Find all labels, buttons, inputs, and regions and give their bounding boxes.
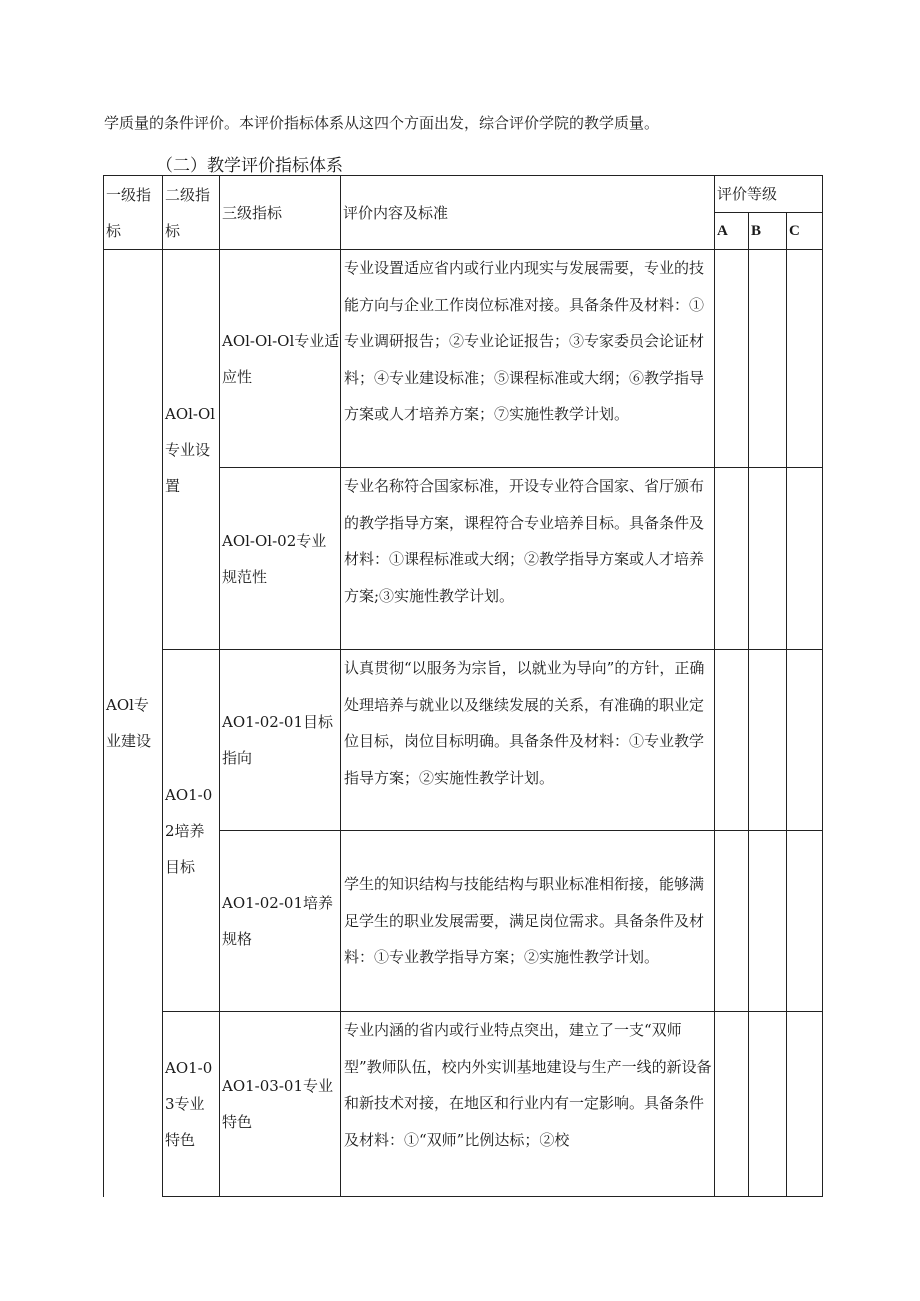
grade-b-cell [749,250,787,468]
header-grade-b: B [749,213,787,250]
criteria-cell: 专业设置适应省内或行业内现实与发展需要，专业的技能方向与企业工作岗位标准对接。具备条件及材料：①专业调研报告；②专业论证报告；③专家委员会论证材料；④专业建设标准；⑤课程标准或大纲；⑥教学指导方案或人才培养方案；⑦实施性教学计划。 [341,250,715,468]
header-level2: 二级指标 [163,176,220,250]
criteria-cell: 专业名称符合国家标准，开设专业符合国家、省厅颁布的教学指导方案，课程符合专业培养目标。具备条件及材料：①课程标准或大纲；②教学指导方案或人才培养方案;③实施性教学计划。 [341,468,715,650]
grade-c-cell [787,250,823,468]
criteria-cell: 认真贯彻“以服务为宗旨，以就业为导向”的方针，正确处理培养与就业以及继续发展的关系，有准确的职业定位目标，岗位目标明确。具备条件及材料：①专业教学指导方案；②实施性教学计划。 [341,650,715,831]
grade-b-cell [749,468,787,650]
header-grade-a: A [715,213,749,250]
grade-a-cell [715,1012,749,1197]
grade-c-cell [787,650,823,831]
header-level3: 三级指标 [220,176,341,250]
criteria-cell: 专业内涵的省内或行业特点突出，建立了一支“双师型”教师队伍，校内外实训基地建设与生产一线的新设备和新技术对接，在地区和行业内有一定影响。具备条件及材料：①“双师”比例达标；②校 [341,1012,715,1197]
grade-a-cell [715,831,749,1012]
grade-b-cell [749,1012,787,1197]
level3-cell: AOl-Ol-02专业规范性 [220,468,341,650]
level2-cell: AO1-03专业特色 [163,1012,220,1197]
level3-cell: AO1-03-01专业特色 [220,1012,341,1197]
grade-b-cell [749,831,787,1012]
level1-cell: AOl专业建设 [104,250,163,1197]
grade-a-cell [715,468,749,650]
grade-c-cell [787,1012,823,1197]
intro-paragraph: 学质量的条件评价。本评价指标体系从这四个方面出发，综合评价学院的教学质量。 [104,114,660,132]
evaluation-index-table [103,175,823,1197]
grade-c-cell [787,468,823,650]
level3-cell: AO1-02-01培养规格 [220,831,341,1012]
grade-a-cell [715,650,749,831]
header-level1: 一级指标 [104,176,163,250]
header-grade-c: C [787,213,823,250]
section-title: （二）教学评价指标体系 [156,156,343,176]
level3-cell: AOl-Ol-Ol专业适应性 [220,250,341,468]
level3-cell: AO1-02-01目标指向 [220,650,341,831]
grade-c-cell [787,831,823,1012]
level2-cell: AOl-Ol专业设置 [163,250,220,650]
criteria-cell: 学生的知识结构与技能结构与职业标准相衔接，能够满足学生的职业发展需要，满足岗位需求。具备条件及材料：①专业教学指导方案；②实施性教学计划。 [341,831,715,1012]
header-grade: 评价等级 [715,176,823,213]
grade-b-cell [749,650,787,831]
header-content: 评价内容及标准 [341,176,715,250]
level2-cell: AO1-02培养目标 [163,650,220,1012]
grade-a-cell [715,250,749,468]
